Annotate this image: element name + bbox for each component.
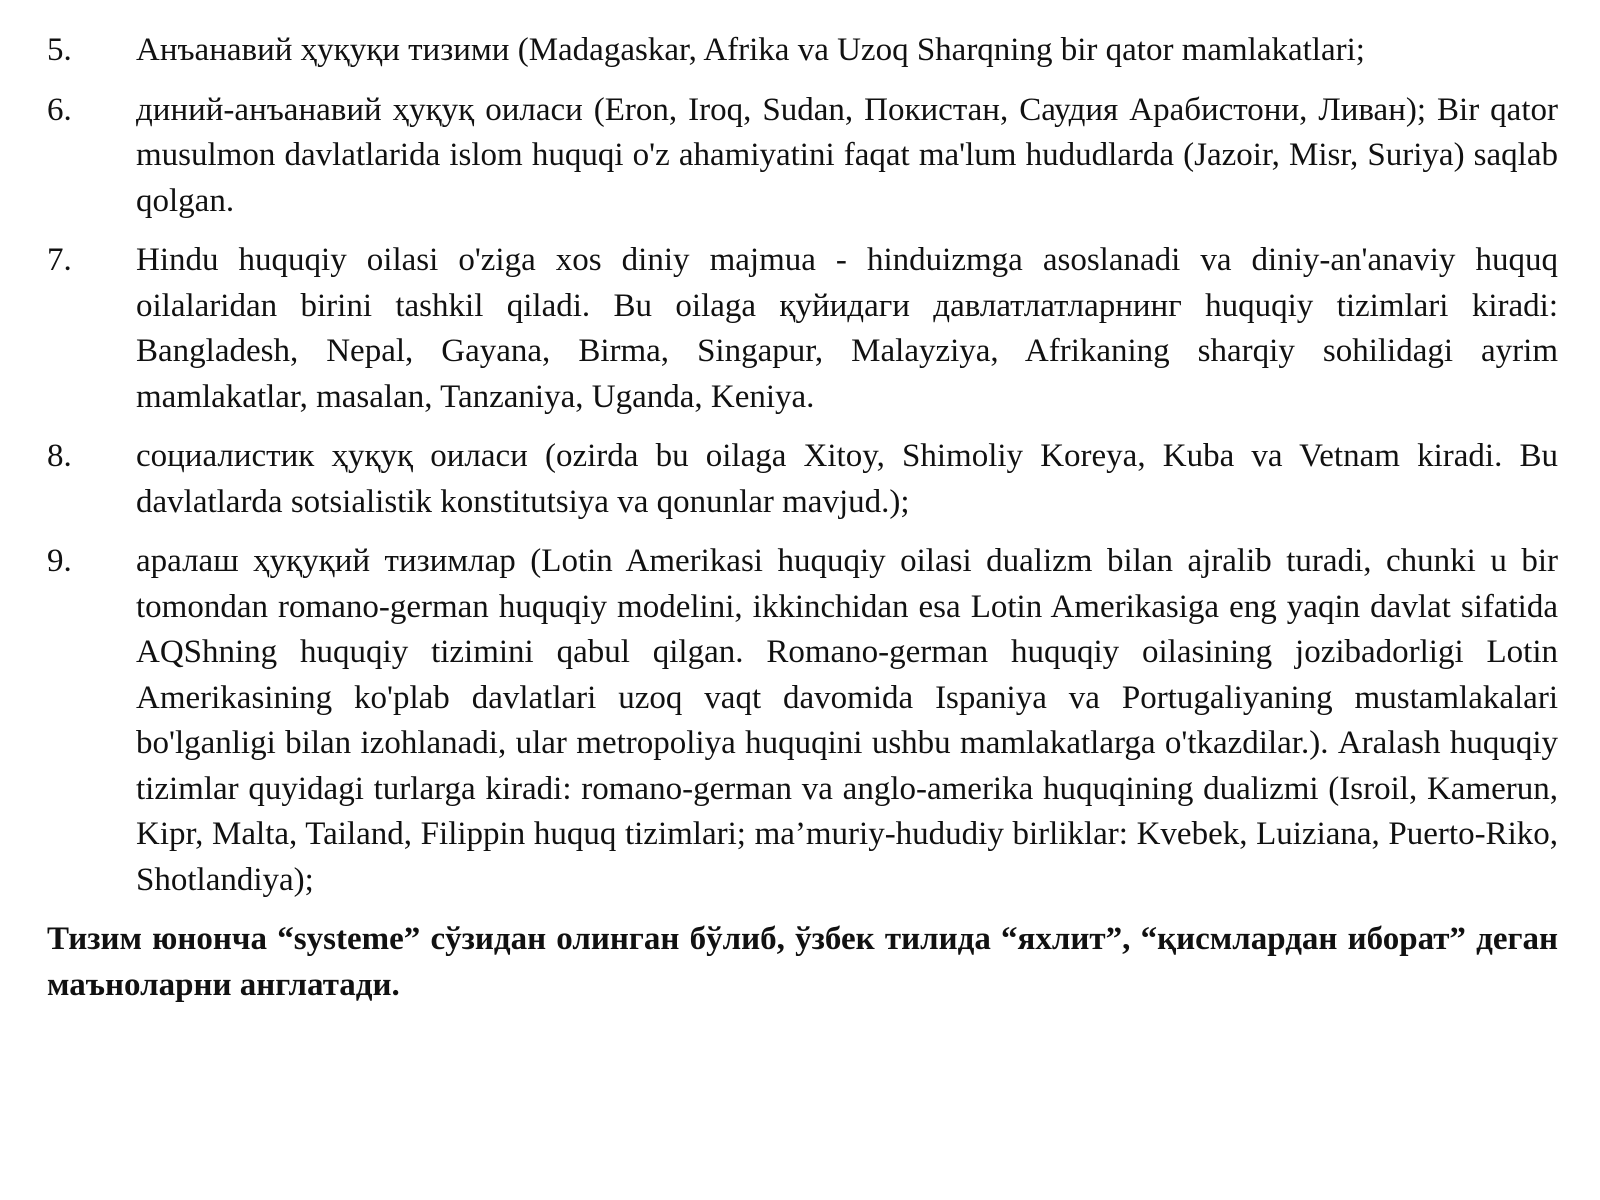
list-item-text: аралаш ҳуқуқий тизимлар (Lotin Amerikasi huquqiy oilasi dualizm bilan ajralib turadi, chunki u bir tomondan romano-german huquqiy modelini, ikkinchidan esa Lotin Amerikasiga eng yaqin davlat sifatida AQShning huquqiy tizimini qabul qilgan. Romano-german huquqiy oilasining jozibadorligi Lotin Amerikasining ko'plab davlatlari uzoq vaqt davomida Ispaniya va Portugaliyaning mustamlakalari bo'lganligi bilan izohlanadi, ular metropoliya huquqini ushbu mamlakatlarga o'tkazdilar.). Aralash huquqiy tizimlar quyidagi turlarga kiradi: romano-german va anglo-amerika huquqining dualizmi (Isroil, Kamerun, Kipr, Malta, Tailand, Filippin huquq tizimlari; ma’muriy-hududiy birliklar: Kvebek, Luiziana, Puerto-Riko, Shotlandiya); <box>136 543 1558 898</box>
list-item-5 <box>47 28 1558 74</box>
list-item-number: 8. <box>47 438 72 474</box>
list-item-9 <box>47 539 1558 903</box>
list-item-number: 9. <box>47 543 72 579</box>
list-item-text: Hindu huquqiy oilasi o'ziga xos diniy majmua - hinduizmga asoslanadi va diniy-an'anaviy huquq oilalaridan birini tashkil qiladi. Bu oilaga қуйидаги давлатлатларнинг huquqiy tizimlari kiradi: Bangladesh, Nepal, Gayana, Birma, Singapur, Malayziya, Afrikaning sharqiy sohilidagi ayrim mamlakatlar, masalan, Tanzaniya, Uganda, Keniya. <box>136 242 1558 415</box>
list-item-text: социалистик ҳуқуқ оиласи (ozirda bu oilaga Xitoy, Shimoliy Koreya, Kuba va Vetnam kiradi. Bu davlatlarda sotsialistik konstitutsiya va qonunlar mavjud.); <box>136 438 1558 520</box>
list-item-number: 6. <box>47 91 72 128</box>
list-item-text: Анъанавий ҳуқуқи тизими (Madagaskar, Afrika va Uzoq Sharqning bir qator mamlakatlari; <box>136 32 1365 68</box>
closing-paragraph: Тизим юнонча “systeme” сўзидан олинган бўлиб, ўзбек тилида “яхлит”, “қисмлардан иборат” деган маъноларни англатади. <box>47 921 1558 1003</box>
list-item-7 <box>47 238 1558 420</box>
list-item-text: диний-анъанавий ҳуқуқ оиласи (Eron, Iroq, Sudan, Покистан, Саудия Арабистони, Ливан); Bir qator musulmon davlatlarida islom huquqi o'z ahamiyatini faqat ma'lum hududlarda (Jazoir, Misr, Suriya) saqlab qolgan. <box>136 91 1558 219</box>
list-item-number: 5. <box>47 32 72 68</box>
legal-systems-list <box>47 28 1558 903</box>
list-item-number: 7. <box>47 242 72 278</box>
list-item-6 <box>47 88 1558 225</box>
list-item-8 <box>47 434 1558 525</box>
